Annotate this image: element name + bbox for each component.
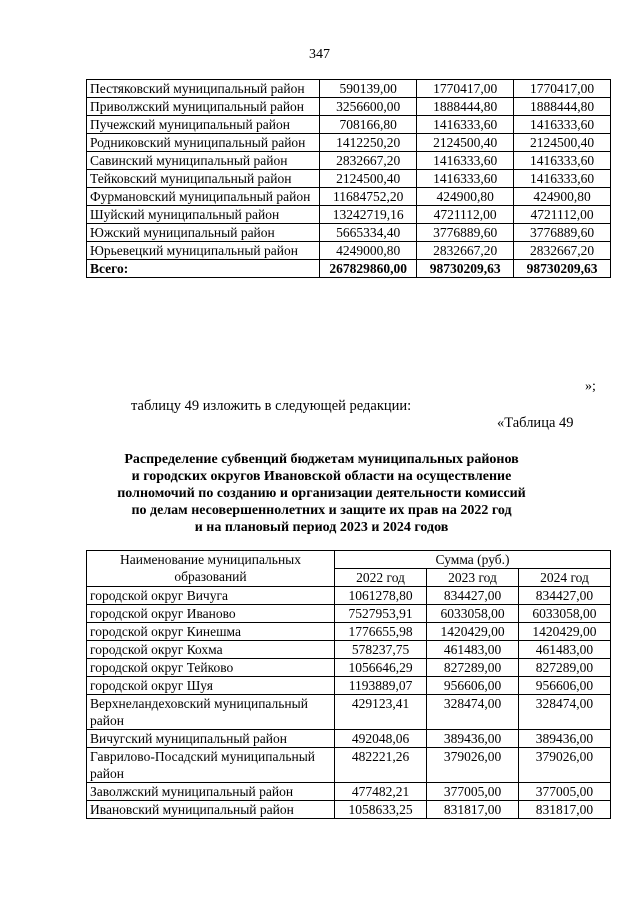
value-2022-cell: 477482,21 [335, 783, 427, 801]
value-2024-cell: 2124500,40 [514, 134, 611, 152]
value-2022-cell: 267829860,00 [320, 260, 417, 278]
value-2022-cell: 429123,41 [335, 695, 427, 730]
value-2023-cell: 98730209,63 [417, 260, 514, 278]
value-2024-cell: 461483,00 [518, 641, 610, 659]
table-row [87, 783, 611, 801]
value-2022-cell: 1061278,80 [335, 587, 427, 605]
table-row [87, 605, 611, 623]
table-heading [80, 451, 563, 536]
value-2024-cell: 3776889,60 [514, 224, 611, 242]
value-2024-cell: 98730209,63 [514, 260, 611, 278]
name-cell: Приволжский муниципальный район [87, 98, 320, 116]
value-2023-cell: 834427,00 [427, 587, 519, 605]
value-2023-cell: 956606,00 [427, 677, 519, 695]
table-row [87, 224, 611, 242]
value-2024-cell: 1770417,00 [514, 80, 611, 98]
table-row [87, 134, 611, 152]
value-2022-cell: 7527953,91 [335, 605, 427, 623]
value-2024-cell: 6033058,00 [518, 605, 610, 623]
table-49 [86, 550, 611, 819]
value-2022-cell: 590139,00 [320, 80, 417, 98]
value-2023-cell: 379026,00 [427, 748, 519, 783]
value-2024-cell: 4721112,00 [514, 206, 611, 224]
value-2024-cell: 1416333,60 [514, 116, 611, 134]
value-2022-cell: 1776655,98 [335, 623, 427, 641]
value-2023-cell: 461483,00 [427, 641, 519, 659]
page-number: 347 [309, 47, 330, 62]
header-year-cell: 2022 год [335, 569, 427, 587]
table-row [87, 677, 611, 695]
value-2022-cell: 2832667,20 [320, 152, 417, 170]
name-cell: Ивановский муниципальный район [87, 801, 335, 819]
value-2024-cell: 834427,00 [518, 587, 610, 605]
value-2023-cell: 2124500,40 [417, 134, 514, 152]
table-row [87, 641, 611, 659]
value-2022-cell: 2124500,40 [320, 170, 417, 188]
value-2023-cell: 328474,00 [427, 695, 519, 730]
name-cell: Савинский муниципальный район [87, 152, 320, 170]
value-2023-cell: 377005,00 [427, 783, 519, 801]
name-cell: городской округ Кинешма [87, 623, 335, 641]
name-cell: Вичугский муниципальный район [87, 730, 335, 748]
table-row [87, 695, 611, 730]
name-cell: Юрьевецкий муниципальный район [87, 242, 320, 260]
value-2023-cell: 1416333,60 [417, 152, 514, 170]
value-2024-cell: 424900,80 [514, 188, 611, 206]
continued-distribution-table [86, 79, 611, 278]
name-cell: Родниковский муниципальный район [87, 134, 320, 152]
value-2022-cell: 1056646,29 [335, 659, 427, 677]
table-row [87, 80, 611, 98]
value-2023-cell: 4721112,00 [417, 206, 514, 224]
header-name-cell: Наименование муниципальных образований [87, 551, 335, 587]
value-2022-cell: 578237,75 [335, 641, 427, 659]
value-2024-cell: 1888444,80 [514, 98, 611, 116]
table-row [87, 152, 611, 170]
name-cell: городской округ Тейково [87, 659, 335, 677]
value-2022-cell: 708166,80 [320, 116, 417, 134]
value-2024-cell: 1420429,00 [518, 623, 610, 641]
value-2022-cell: 1193889,07 [335, 677, 427, 695]
heading-line: по делам несовершеннолетних и защите их прав на 2022 год [131, 503, 512, 518]
value-2024-cell: 827289,00 [518, 659, 610, 677]
table-header-row [87, 551, 611, 569]
heading-line: Распределение субвенций бюджетам муниципальных районов [124, 452, 519, 467]
table-row [87, 242, 611, 260]
value-2023-cell: 424900,80 [417, 188, 514, 206]
value-2024-cell: 379026,00 [518, 748, 610, 783]
value-2024-cell: 389436,00 [518, 730, 610, 748]
heading-line: и городских округов Ивановской области на осуществление [131, 469, 512, 484]
name-cell: Пестяковский муниципальный район [87, 80, 320, 98]
name-cell: городской округ Кохма [87, 641, 335, 659]
name-cell: городской округ Шуя [87, 677, 335, 695]
value-2023-cell: 2832667,20 [417, 242, 514, 260]
value-2023-cell: 1416333,60 [417, 116, 514, 134]
value-2024-cell: 1416333,60 [514, 152, 611, 170]
value-2022-cell: 11684752,20 [320, 188, 417, 206]
name-cell: Фурмановский муниципальный район [87, 188, 320, 206]
value-2022-cell: 1058633,25 [335, 801, 427, 819]
name-cell: Тейковский муниципальный район [87, 170, 320, 188]
table-row [87, 188, 611, 206]
table-row [87, 730, 611, 748]
table-row [87, 170, 611, 188]
table-row [87, 623, 611, 641]
header-sum-cell: Сумма (руб.) [335, 551, 611, 569]
table-row [87, 587, 611, 605]
value-2023-cell: 1770417,00 [417, 80, 514, 98]
heading-line: и на плановый период 2023 и 2024 годов [194, 520, 449, 535]
name-cell: городской округ Вичуга [87, 587, 335, 605]
total-row [87, 260, 611, 278]
value-2023-cell: 6033058,00 [427, 605, 519, 623]
value-2024-cell: 831817,00 [518, 801, 610, 819]
table-row [87, 206, 611, 224]
header-year-cell: 2024 год [518, 569, 610, 587]
table-row [87, 116, 611, 134]
name-cell: Всего: [87, 260, 320, 278]
table-row [87, 98, 611, 116]
value-2023-cell: 827289,00 [427, 659, 519, 677]
value-2022-cell: 5665334,40 [320, 224, 417, 242]
name-cell: Пучежский муниципальный район [87, 116, 320, 134]
value-2023-cell: 831817,00 [427, 801, 519, 819]
value-2023-cell: 1888444,80 [417, 98, 514, 116]
value-2024-cell: 328474,00 [518, 695, 610, 730]
value-2024-cell: 2832667,20 [514, 242, 611, 260]
table-label: «Таблица 49 [497, 415, 574, 431]
name-cell: Заволжский муниципальный район [87, 783, 335, 801]
heading-line: полномочий по созданию и организации деятельности комиссий [117, 486, 526, 501]
value-2024-cell: 956606,00 [518, 677, 610, 695]
value-2022-cell: 482221,26 [335, 748, 427, 783]
value-2022-cell: 13242719,16 [320, 206, 417, 224]
value-2024-cell: 1416333,60 [514, 170, 611, 188]
name-cell: Верхнеландеховский муниципальный район [87, 695, 335, 730]
value-2023-cell: 3776889,60 [417, 224, 514, 242]
value-2022-cell: 1412250,20 [320, 134, 417, 152]
name-cell: Шуйский муниципальный район [87, 206, 320, 224]
name-cell: Южский муниципальный район [87, 224, 320, 242]
table-row [87, 801, 611, 819]
instruction-text: таблицу 49 изложить в следующей редакции: [131, 398, 412, 414]
value-2023-cell: 389436,00 [427, 730, 519, 748]
value-2022-cell: 3256600,00 [320, 98, 417, 116]
value-2022-cell: 492048,06 [335, 730, 427, 748]
closing-quote-mark: »; [585, 379, 596, 394]
header-year-cell: 2023 год [427, 569, 519, 587]
name-cell: Гаврилово-Посадский муниципальный район [87, 748, 335, 783]
name-cell: городской округ Иваново [87, 605, 335, 623]
value-2023-cell: 1420429,00 [427, 623, 519, 641]
value-2023-cell: 1416333,60 [417, 170, 514, 188]
value-2022-cell: 4249000,80 [320, 242, 417, 260]
table-row [87, 659, 611, 677]
value-2024-cell: 377005,00 [518, 783, 610, 801]
table-row [87, 748, 611, 783]
